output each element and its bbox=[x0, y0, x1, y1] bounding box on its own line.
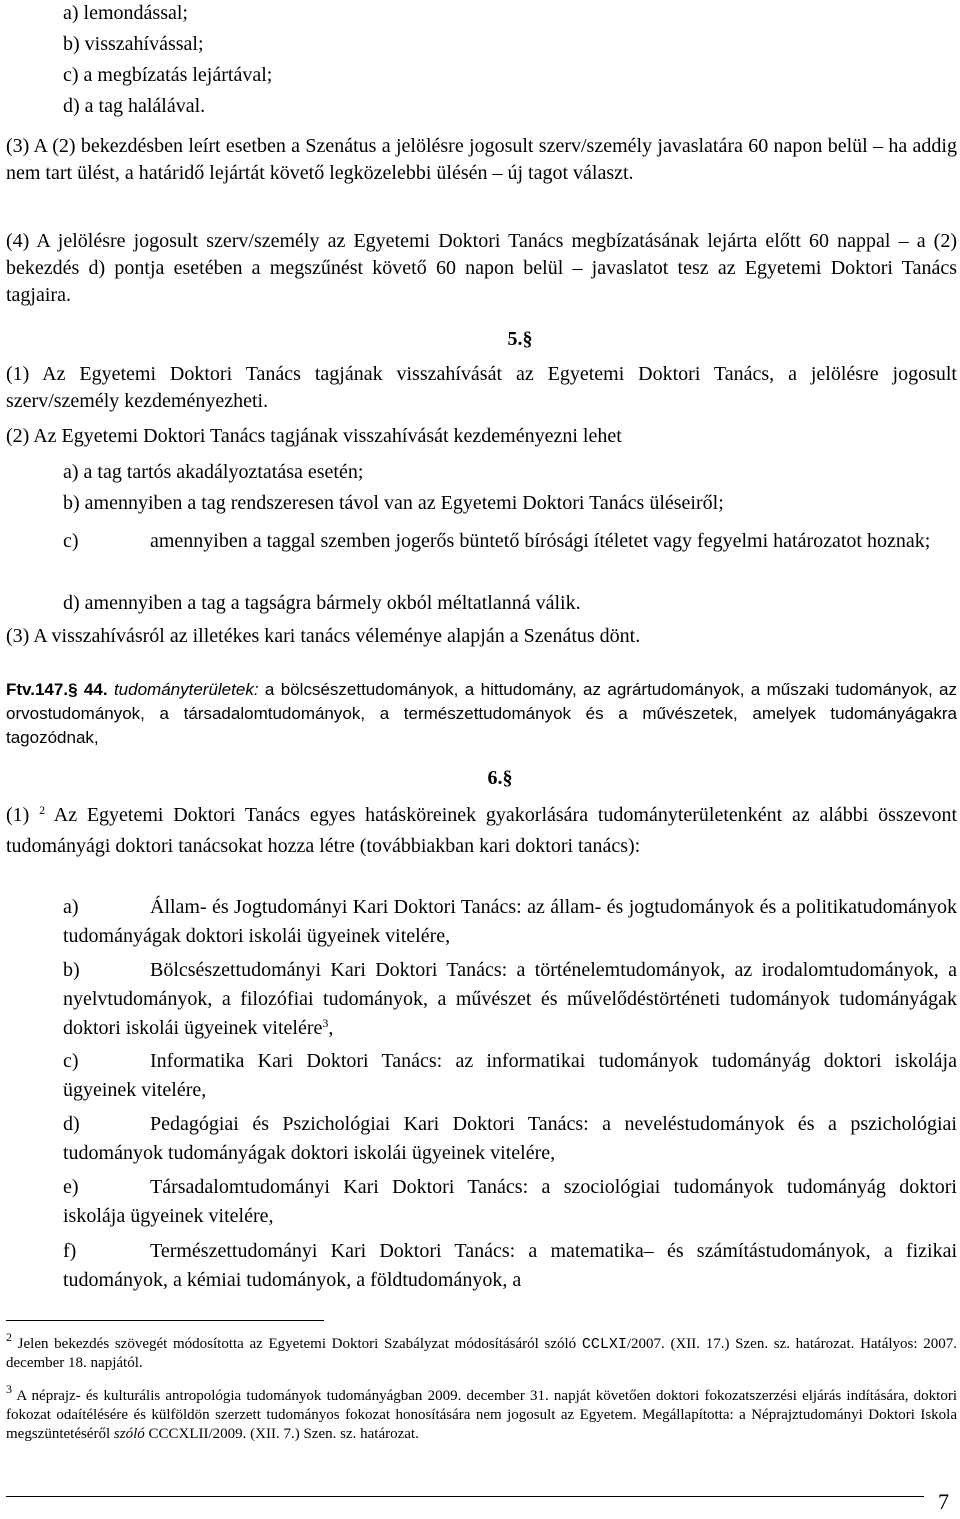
section-5-heading bbox=[0, 326, 960, 353]
item-text: amennyiben a taggal szemben jogerős büntető bírósági ítéletet vagy fegyelmi határozatot hoznak; bbox=[150, 530, 931, 552]
item-text: Pedagógiai és Pszichológiai Kari Doktori Tanács: a neveléstudományok és a pszichológiai tudományok tudományágak doktori iskolái ügyeinek vitelére, bbox=[63, 1113, 957, 1164]
footnote-code: CCLXI bbox=[581, 1336, 627, 1353]
footnote-mark: 2 bbox=[6, 1330, 12, 1344]
section-5-paragraph-2: (2) Az Egyetemi Doktori Tanács tagjának visszahívását kezdeményezni lehet bbox=[6, 425, 622, 447]
ftv-citation bbox=[6, 678, 957, 750]
section-5-item-a: a) a tag tartós akadályoztatása esetén; bbox=[63, 461, 364, 483]
item-text: Állam- és Jogtudományi Kari Doktori Tanács: az állam- és jogtudományok és a politikatudományok tudományágak doktori iskolái ügyeinek vitelére, bbox=[63, 896, 957, 947]
item-text: Társadalomtudományi Kari Doktori Tanács: a szociológiai tudományok tudományág doktori iskolája ügyeinek vitelére, bbox=[63, 1176, 957, 1227]
section-6-item-b: b) Bölcsészettudományi Kari Doktori Tanács: a történelemtudományok, az irodalomtudományok, a nyelvtudományok, a filozófiai tudományok, a művészet és művelődéstörténeti tudományok tudományágak doktori iskolái ügyeinek vitelére$^3$, bbox=[63, 956, 957, 1043]
paragraph-4-4: (4) A jelölésre jogosult szerv/személy az Egyetemi Doktori Tanács megbízatásának lejárta előtt 60 nappal – a (2) bekezdés d) pontja esetében a megszűnést követő 60 napon belül – javaslatot tesz az Egyetemi Doktori Tanács tagjaira. bbox=[6, 230, 957, 306]
item-label: e) bbox=[63, 1176, 79, 1198]
item-text: Bölcsészettudományi Kari Doktori Tanács: a történelemtudományok, az irodalomtudományok, a nyelvtudományok, a filozófiai tudományok, a művészet és művelődéstörténeti tudományok tudományágak doktori iskolái ügyeinek vitelére bbox=[63, 959, 957, 1039]
footnote-ref-2[interactable]: 2 bbox=[39, 803, 46, 817]
item-label: c) bbox=[63, 530, 79, 552]
list-item-a: a) lemondással; bbox=[63, 2, 188, 24]
ftv-symbol: § bbox=[68, 680, 78, 699]
item-label: a) bbox=[63, 896, 79, 918]
ftv-num: 44. bbox=[83, 680, 108, 699]
page-number: 7 bbox=[938, 1489, 949, 1514]
paragraph-4-3: (3) A (2) bekezdésben leírt esetben a Szenátus a jelölésre jogosult szerv/személy javaslatára 60 napon belül – ha addig nem tart ülést, a határidő lejártát követő legközelebbi ülésén – új tagot választ. bbox=[6, 135, 957, 184]
section-6-item-c bbox=[63, 1047, 957, 1105]
footnote-ref-3[interactable]: 3 bbox=[322, 1016, 329, 1030]
section-5-paragraph-3: (3) A visszahívásról az illetékes kari tanács véleménye alapján a Szenátus dönt. bbox=[6, 625, 641, 647]
section-symbol: § bbox=[522, 328, 533, 350]
footnote-mark: 3 bbox=[6, 1382, 12, 1396]
section-5-item-c bbox=[63, 528, 957, 555]
section-6-item-d bbox=[63, 1110, 957, 1168]
page-footer-rule bbox=[6, 1496, 924, 1497]
item-label: d) bbox=[63, 1113, 80, 1135]
section-6-heading bbox=[0, 765, 960, 792]
footnote-2: $^2$ Jelen bekezdés szövegét módosította az Egyetemi Doktori Szabályzat módosításáról szóló CCLXI/2007. (XII. 17.) Szen. sz. határozat. Hatályos: 2007. december 18. napjától. bbox=[6, 1330, 957, 1371]
item-label: f) bbox=[63, 1240, 77, 1262]
ftv-term: tudományterületek: bbox=[113, 680, 259, 699]
list-item-c: c) a megbízatás lejártával; bbox=[63, 64, 273, 86]
section-6-item-a bbox=[63, 893, 957, 951]
section-6-paragraph-1: (1) $^2$ Az Egyetemi Doktori Tanács egyes hatásköreinek gyakorlására tudományterületenként az alábbi összevont tudományági doktori tanácsokat hozza létre (továbbiakban kari doktori tanács): bbox=[6, 803, 958, 857]
section-6-number: 6. bbox=[487, 767, 503, 789]
list-item-d: d) a tag halálával. bbox=[63, 95, 206, 117]
footnote-separator bbox=[6, 1320, 324, 1321]
footnote-3: $^3$ A néprajz- és kulturális antropológia tudományok tudományágban 2009. december 31. napját követően doktori fokozatszerzési eljárás indítására, doktori fokozat odaítélésére és külföldön szerzett tudományos fokozat honosítására nem jogosult az Egyetem. Megállapította: a Néprajztudományi Doktori Iskola megszüntetéséről szóló CCCXLII/2009. (XII. 7.) Szen. sz. határozat. bbox=[6, 1382, 957, 1442]
section-6-item-f bbox=[63, 1237, 957, 1295]
list-item-b: b) visszahívással; bbox=[63, 33, 204, 55]
section-symbol: § bbox=[502, 767, 513, 789]
section-6-item-e bbox=[63, 1173, 957, 1231]
ftv-ref: Ftv.147. bbox=[6, 680, 69, 699]
item-label: b) bbox=[63, 959, 80, 981]
item-label: c) bbox=[63, 1050, 79, 1072]
section-5-item-d: d) amennyiben a tag a tagságra bármely okból méltatlanná válik. bbox=[63, 592, 581, 614]
section-5-paragraph-1: (1) Az Egyetemi Doktori Tanács tagjának visszahívását az Egyetemi Doktori Tanács, a jelölésre jogosult szerv/személy kezdeményezheti. bbox=[6, 363, 957, 412]
item-text: Természettudományi Kari Doktori Tanács: a matematika– és számítástudományok, a fizikai tudományok, a kémiai tudományok, a földtudományok, a bbox=[63, 1240, 957, 1291]
item-text: Informatika Kari Doktori Tanács: az informatikai tudományok tudományág doktori iskolája ügyeinek vitelére, bbox=[63, 1050, 957, 1101]
ftv-text: a bölcsészettudományok, a hittudomány, az agrártudományok, a műszaki tudományok, az orvostudományok, a társadalomtudományok, a természettudományok és a művészetek, amelyek tudományágakra tagozódnak, bbox=[6, 680, 958, 747]
section-5-item-b: b) amennyiben a tag rendszeresen távol van az Egyetemi Doktori Tanács üléseiről; bbox=[63, 492, 724, 514]
section-5-number: 5. bbox=[507, 328, 523, 350]
